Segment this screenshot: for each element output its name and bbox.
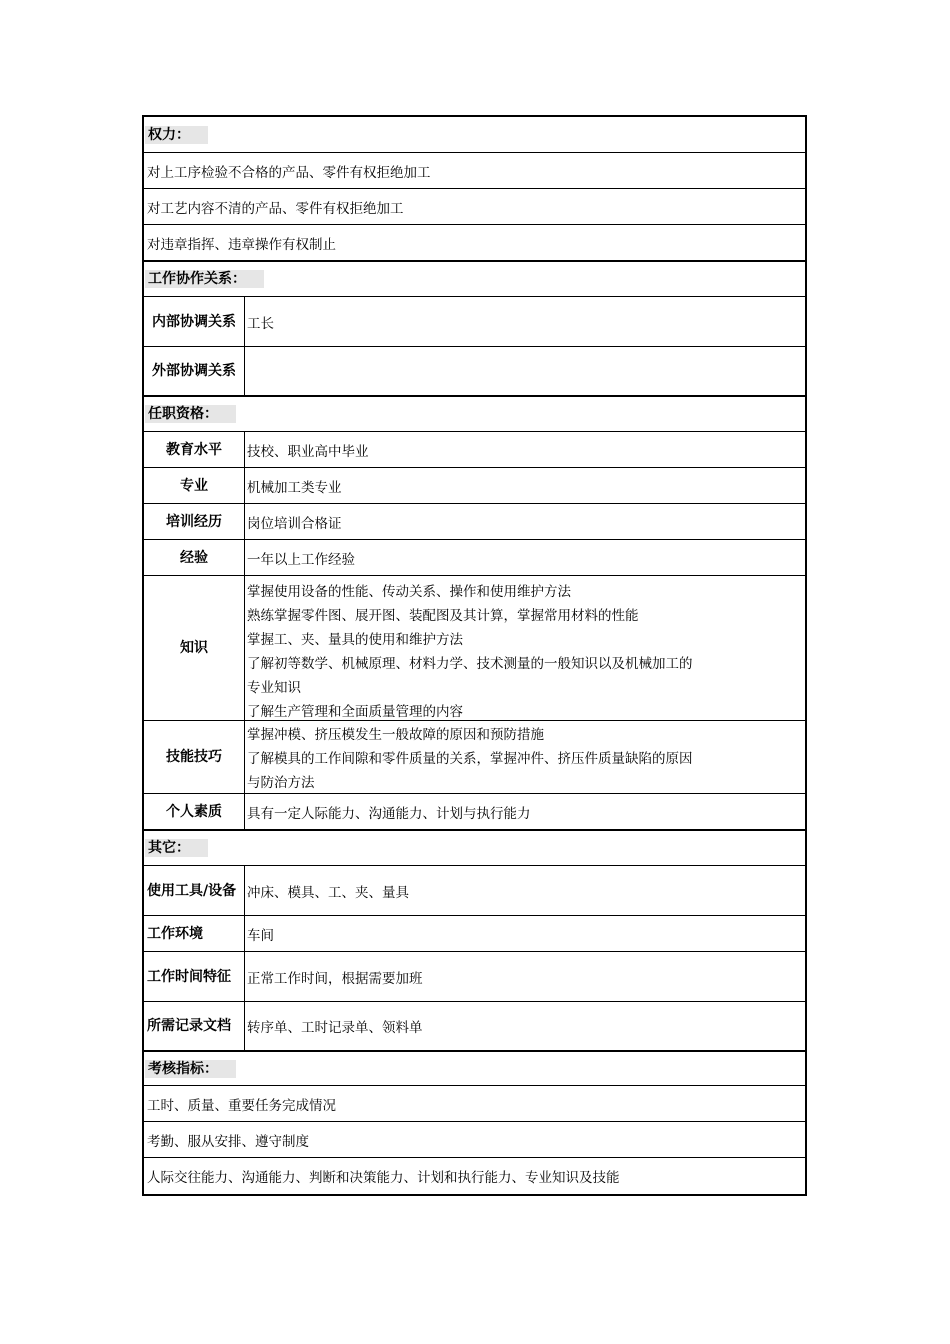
knowledge-line: 了解初等数学、机械原理、材料力学、技术测量的一般知识以及机械加工的 (247, 656, 693, 672)
education-row (144, 431, 805, 467)
field-label: 专业 (144, 468, 245, 503)
field-value: 机械加工类专业 (247, 479, 342, 496)
field-label: 个人素质 (144, 794, 245, 829)
assessment-item: 工时、质量、重要任务完成情况 (144, 1085, 805, 1121)
knowledge-line: 掌握使用设备的性能、传动关系、操作和使用维护方法 (247, 584, 571, 600)
power-item: 对工艺内容不清的产品、零件有权拒绝加工 (144, 188, 805, 224)
field-label: 教育水平 (144, 432, 245, 467)
environment-row (144, 915, 805, 951)
field-value: 冲床、模具、工、夹、量具 (247, 884, 409, 901)
field-label: 外部协调关系 (144, 347, 245, 395)
skills-lines (245, 721, 805, 793)
assessment-item: 人际交往能力、沟通能力、判断和决策能力、计划和执行能力、专业知识及技能 (144, 1157, 805, 1194)
field-value (245, 347, 805, 395)
knowledge-line: 掌握工、夹、量具的使用和维护方法 (247, 632, 463, 648)
field-label: 内部协调关系 (144, 297, 245, 346)
section-header-other (144, 829, 805, 865)
field-value: 一年以上工作经验 (247, 551, 355, 568)
field-value: 正常工作时间，根据需要加班 (247, 970, 423, 987)
section-title: 工作协作关系： (145, 270, 264, 288)
field-label: 工作时间特征 (144, 952, 245, 1001)
field-value: 技校、职业高中毕业 (247, 443, 369, 460)
internal-coordination-row (144, 296, 805, 346)
major-row (144, 467, 805, 503)
knowledge-line: 了解生产管理和全面质量管理的内容 (247, 704, 463, 720)
skills-row (144, 720, 805, 793)
power-item: 对上工序检验不合格的产品、零件有权拒绝加工 (144, 152, 805, 188)
knowledge-lines (245, 576, 805, 720)
section-title: 权力： (145, 126, 208, 144)
field-label: 经验 (144, 540, 245, 575)
section-header-cooperation (144, 260, 805, 296)
skills-line: 与防治方法 (247, 775, 315, 791)
section-title: 任职资格： (145, 405, 236, 423)
field-value: 车间 (247, 927, 274, 944)
external-coordination-row (144, 346, 805, 395)
work-time-row (144, 951, 805, 1001)
knowledge-line: 专业知识 (247, 680, 301, 696)
personal-quality-row (144, 793, 805, 829)
section-title: 考核指标： (145, 1060, 236, 1078)
power-item: 对违章指挥、违章操作有权制止 (144, 224, 805, 260)
section-header-qualification (144, 395, 805, 431)
field-label: 培训经历 (144, 504, 245, 539)
knowledge-line: 熟练掌握零件图、展开图、装配图及其计算，掌握常用材料的性能 (247, 608, 639, 624)
training-row (144, 503, 805, 539)
field-value: 具有一定人际能力、沟通能力、计划与执行能力 (247, 805, 531, 822)
experience-row (144, 539, 805, 575)
skills-line: 了解模具的工作间隙和零件质量的关系，掌握冲件、挤压件质量缺陷的原因 (247, 751, 693, 767)
field-label: 工作环境 (144, 916, 245, 951)
field-label: 所需记录文档 (144, 1002, 245, 1050)
field-value: 转序单、工时记录单、领料单 (247, 1020, 423, 1036)
tools-row (144, 865, 805, 915)
field-label: 知识 (144, 576, 245, 720)
required-docs-row (144, 1001, 805, 1050)
section-header-power (144, 117, 805, 152)
skills-line: 掌握冲模、挤压模发生一般故障的原因和预防措施 (247, 727, 544, 743)
knowledge-row (144, 575, 805, 720)
field-value: 工长 (247, 315, 274, 332)
field-label: 技能技巧 (144, 721, 245, 793)
section-header-assessment (144, 1050, 805, 1085)
field-value: 岗位培训合格证 (247, 515, 342, 532)
job-description-table (142, 115, 807, 1196)
assessment-item: 考勤、服从安排、遵守制度 (144, 1121, 805, 1157)
field-label: 使用工具/设备 (144, 866, 245, 915)
section-title: 其它： (145, 839, 208, 857)
